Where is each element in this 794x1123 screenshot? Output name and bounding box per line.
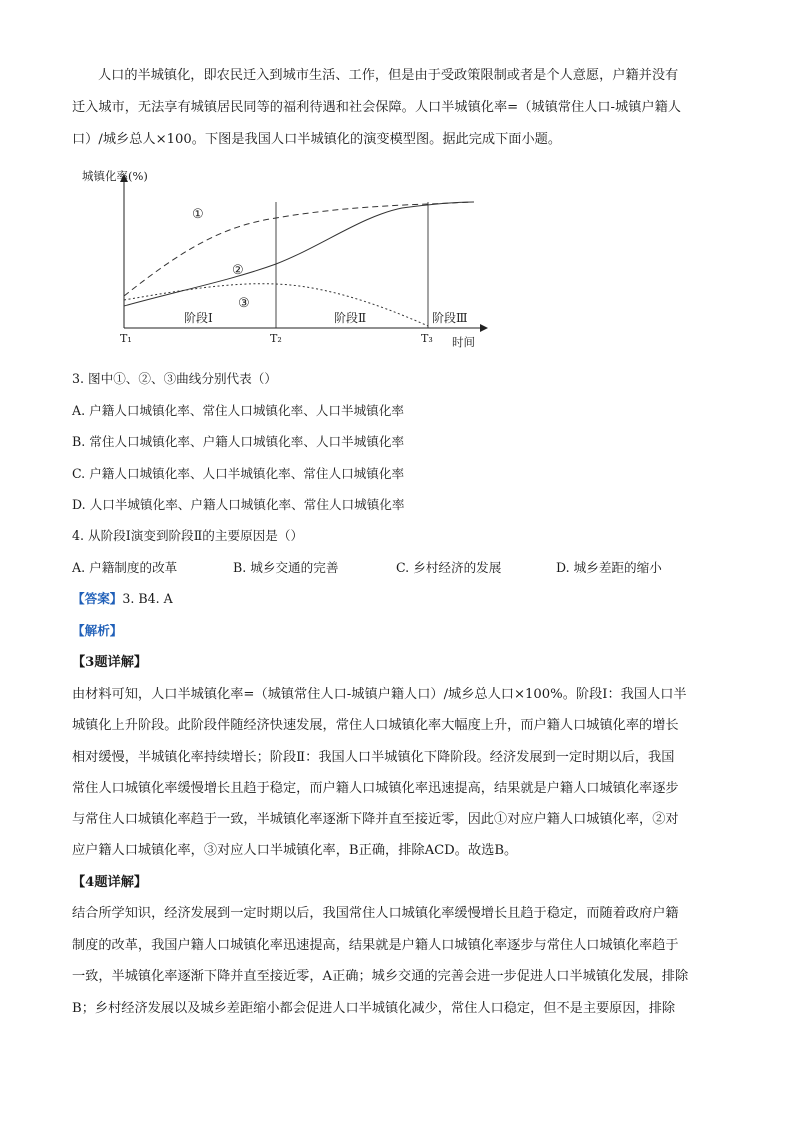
tick-t3: T₃	[421, 332, 433, 345]
detail3-line-2: 城镇化上升阶段。此阶段伴随经济快速发展，常住人口城镇化率大幅度上升，而户籍人口城镇化率的增长	[72, 718, 679, 733]
answer-text: 3. B4. A	[122, 591, 173, 606]
answer-tag: 【答案】	[72, 591, 123, 606]
intro-line-1: 人口的半城镇化，即农民迁入到城市生活、工作，但是由于受政策限制或者是个人意愿，户籍并没有	[98, 68, 679, 83]
detail4-line-1: 结合所学知识，经济发展到一定时期以后，我国常住人口城镇化率缓慢增长且趋于稳定，而随着政府户籍	[72, 906, 679, 921]
analysis-tag: 【解析】	[72, 623, 123, 638]
q3-option-b: B. 常住人口城镇化率、户籍人口城镇化率、人口半城镇化率	[72, 434, 405, 449]
intro-line-2: 迁入城市，无法享有城镇居民同等的福利待遇和社会保障。人口半城镇化率=（城镇常住人口-城镇户籍人	[72, 100, 681, 115]
q3-option-a: A. 户籍人口城镇化率、常住人口城镇化率、人口半城镇化率	[72, 403, 404, 418]
y-axis-label: 城镇化率(%)	[82, 169, 148, 183]
detail4-line-2: 制度的改革，我国户籍人口城镇化率迅速提高，结果就是户籍人口城镇化率逐步与常住人口城镇化率趋于	[72, 938, 679, 953]
q4-option-b: B. 城乡交通的完善	[233, 560, 339, 575]
q4-option-a: A. 户籍制度的改革	[72, 560, 178, 575]
analysis-line	[72, 620, 122, 639]
x-axis-label: 时间	[452, 335, 475, 349]
half-urbanization-figure	[72, 160, 492, 355]
q4-option-d: D. 城乡差距的缩小	[556, 560, 662, 575]
tick-t2: T₂	[270, 332, 282, 345]
curve-label-3: ③	[238, 296, 250, 311]
detail3-line-5: 与常住人口城镇化率趋于一致，半城镇化率逐渐下降并直至接近零，因此①对应户籍人口城镇化率，②对	[72, 812, 679, 827]
q3-stem: 3. 图中①、②、③曲线分别代表（）	[72, 371, 277, 386]
curve-1-dashed	[124, 202, 474, 296]
curve-label-2: ②	[232, 263, 244, 278]
detail3-line-1: 由材料可知，人口半城镇化率=（城镇常住人口-城镇户籍人口）/城乡总人口×100%。阶段Ⅰ：我国人口半	[72, 687, 687, 702]
stage-label-1: 阶段Ⅰ	[184, 311, 213, 325]
q4-stem: 4. 从阶段Ⅰ演变到阶段Ⅱ的主要原因是（）	[72, 528, 304, 543]
detail3-line-4: 常住人口城镇化率缓慢增长且趋于稳定，而户籍人口城镇化率迅速提高，结果就是户籍人口城镇化率逐步	[72, 781, 679, 796]
tick-t1: T₁	[120, 332, 132, 345]
detail4-line-4: B；乡村经济发展以及城乡差距缩小都会促进人口半城镇化减少，常住人口稳定，但不是主要原因，排除	[72, 1001, 676, 1016]
stage-label-2: 阶段Ⅱ	[334, 311, 367, 325]
intro-line-3: 口）/城乡总人×100。下图是我国人口半城镇化的演变模型图。据此完成下面小题。	[72, 132, 562, 147]
q3-option-c: C. 户籍人口城镇化率、人口半城镇化率、常住人口城镇化率	[72, 466, 405, 481]
curve-label-1: ①	[192, 207, 204, 222]
detail3-tag: 【3题详解】	[72, 655, 148, 670]
detail3-line-3: 相对缓慢，半城镇化率持续增长；阶段Ⅱ：我国人口半城镇化下降阶段。经济发展到一定时期以后，我国	[72, 750, 675, 765]
curve-2-solid	[124, 202, 474, 306]
detail4-tag: 【4题详解】	[72, 875, 148, 890]
answer-line	[72, 588, 173, 607]
q4-option-c: C. 乡村经济的发展	[396, 560, 502, 575]
stage-label-3: 阶段Ⅲ	[432, 311, 468, 325]
q3-option-d: D. 人口半城镇化率、户籍人口城镇化率、常住人口城镇化率	[72, 497, 405, 512]
detail3-line-6: 应户籍人口城镇化率，③对应人口半城镇化率，B正确，排除ACD。故选B。	[72, 843, 518, 858]
detail4-line-3: 一致，半城镇化率逐渐下降并直至接近零，A正确；城乡交通的完善会进一步促进人口半城镇化发展，排除	[72, 969, 689, 984]
